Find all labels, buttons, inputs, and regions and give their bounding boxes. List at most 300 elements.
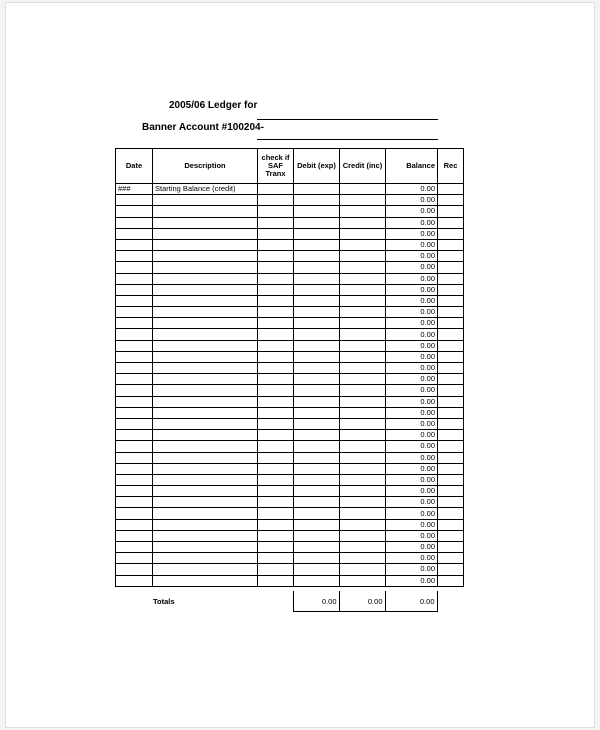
col-header-saf: check if SAF Tranx <box>258 149 294 184</box>
table-row <box>116 195 464 206</box>
row-date[interactable] <box>116 318 153 329</box>
row-date[interactable] <box>116 553 153 564</box>
row-description[interactable] <box>153 295 258 306</box>
row-date[interactable] <box>116 396 153 407</box>
row-credit[interactable] <box>340 217 386 228</box>
row-rec[interactable] <box>438 363 464 374</box>
row-credit[interactable] <box>340 363 386 374</box>
row-saf-check[interactable] <box>258 497 294 508</box>
row-balance: 0.00 <box>386 542 438 553</box>
row-saf-check[interactable] <box>258 262 294 273</box>
col-header-description: Description <box>153 149 258 184</box>
row-date[interactable] <box>116 486 153 497</box>
table-row <box>116 273 464 284</box>
totals-balance: 0.00 <box>385 591 437 612</box>
table-row <box>116 228 464 239</box>
row-credit[interactable] <box>340 463 386 474</box>
row-date[interactable] <box>116 497 153 508</box>
table-row <box>116 239 464 250</box>
row-date[interactable] <box>116 251 153 262</box>
row-date[interactable]: ### <box>116 184 153 195</box>
row-debit[interactable] <box>294 307 340 318</box>
row-balance: 0.00 <box>386 396 438 407</box>
row-saf-check[interactable] <box>258 251 294 262</box>
row-rec[interactable] <box>438 217 464 228</box>
row-date[interactable] <box>116 418 153 429</box>
row-description[interactable] <box>153 542 258 553</box>
row-description[interactable] <box>153 474 258 485</box>
row-rec[interactable] <box>438 553 464 564</box>
row-balance: 0.00 <box>386 307 438 318</box>
row-credit[interactable] <box>340 396 386 407</box>
row-description[interactable] <box>153 564 258 575</box>
row-debit[interactable] <box>294 351 340 362</box>
row-rec[interactable] <box>438 329 464 340</box>
row-rec[interactable] <box>438 307 464 318</box>
row-date[interactable] <box>116 474 153 485</box>
row-credit[interactable] <box>340 385 386 396</box>
row-balance: 0.00 <box>386 351 438 362</box>
row-description[interactable] <box>153 497 258 508</box>
table-row <box>116 262 464 273</box>
row-credit[interactable] <box>340 452 386 463</box>
row-credit[interactable] <box>340 284 386 295</box>
row-description[interactable] <box>153 195 258 206</box>
row-date[interactable] <box>116 575 153 586</box>
row-balance: 0.00 <box>386 564 438 575</box>
row-date[interactable] <box>116 463 153 474</box>
row-description[interactable] <box>153 251 258 262</box>
row-credit[interactable] <box>340 564 386 575</box>
row-debit[interactable] <box>294 284 340 295</box>
row-debit[interactable] <box>294 206 340 217</box>
col-header-credit: Credit (inc) <box>340 149 386 184</box>
row-balance: 0.00 <box>386 418 438 429</box>
account-label: Banner Account #100204- <box>142 122 264 133</box>
row-credit[interactable] <box>340 195 386 206</box>
row-balance: 0.00 <box>386 228 438 239</box>
row-debit[interactable] <box>294 374 340 385</box>
row-saf-check[interactable] <box>258 474 294 485</box>
table-row <box>116 329 464 340</box>
row-credit[interactable] <box>340 418 386 429</box>
row-rec[interactable] <box>438 564 464 575</box>
row-description[interactable] <box>153 318 258 329</box>
table-row <box>116 340 464 351</box>
row-debit[interactable] <box>294 553 340 564</box>
row-debit[interactable] <box>294 340 340 351</box>
row-debit[interactable] <box>294 497 340 508</box>
row-saf-check[interactable] <box>258 575 294 586</box>
row-description[interactable] <box>153 228 258 239</box>
row-balance: 0.00 <box>386 407 438 418</box>
row-description[interactable] <box>153 441 258 452</box>
row-credit[interactable] <box>340 441 386 452</box>
row-rec[interactable] <box>438 508 464 519</box>
totals-row-table <box>115 591 463 612</box>
table-row <box>116 564 464 575</box>
totals-label: Totals <box>153 596 175 606</box>
row-saf-check[interactable] <box>258 542 294 553</box>
row-date[interactable] <box>116 363 153 374</box>
row-debit[interactable] <box>294 363 340 374</box>
row-debit[interactable] <box>294 217 340 228</box>
row-date[interactable] <box>116 228 153 239</box>
row-description[interactable] <box>153 363 258 374</box>
row-rec[interactable] <box>438 530 464 541</box>
row-rec[interactable] <box>438 318 464 329</box>
row-balance: 0.00 <box>386 374 438 385</box>
row-description[interactable] <box>153 407 258 418</box>
table-row <box>116 284 464 295</box>
row-debit[interactable] <box>294 486 340 497</box>
row-saf-check[interactable] <box>258 530 294 541</box>
row-balance: 0.00 <box>386 340 438 351</box>
row-balance: 0.00 <box>386 463 438 474</box>
row-description[interactable] <box>153 508 258 519</box>
col-header-rec: Rec <box>438 149 464 184</box>
row-credit[interactable] <box>340 508 386 519</box>
row-saf-check[interactable] <box>258 418 294 429</box>
row-credit[interactable] <box>340 351 386 362</box>
row-credit[interactable] <box>340 430 386 441</box>
row-rec[interactable] <box>438 206 464 217</box>
row-rec[interactable] <box>438 228 464 239</box>
row-saf-check[interactable] <box>258 195 294 206</box>
row-credit[interactable] <box>340 295 386 306</box>
row-description[interactable] <box>153 206 258 217</box>
row-balance: 0.00 <box>386 184 438 195</box>
row-saf-check[interactable] <box>258 284 294 295</box>
row-debit[interactable] <box>294 262 340 273</box>
row-credit[interactable] <box>340 329 386 340</box>
row-credit[interactable] <box>340 273 386 284</box>
row-saf-check[interactable] <box>258 374 294 385</box>
table-row <box>116 307 464 318</box>
row-date[interactable] <box>116 351 153 362</box>
row-description[interactable] <box>153 418 258 429</box>
row-saf-check[interactable] <box>258 564 294 575</box>
row-rec[interactable] <box>438 273 464 284</box>
row-description[interactable] <box>153 530 258 541</box>
row-rec[interactable] <box>438 295 464 306</box>
row-saf-check[interactable] <box>258 318 294 329</box>
row-saf-check[interactable] <box>258 217 294 228</box>
row-debit[interactable] <box>294 228 340 239</box>
row-balance: 0.00 <box>386 284 438 295</box>
table-row <box>116 374 464 385</box>
row-description[interactable] <box>153 351 258 362</box>
row-rec[interactable] <box>438 351 464 362</box>
row-description[interactable] <box>153 340 258 351</box>
row-rec[interactable] <box>438 575 464 586</box>
row-rec[interactable] <box>438 239 464 250</box>
row-credit[interactable] <box>340 318 386 329</box>
row-balance: 0.00 <box>386 318 438 329</box>
row-credit[interactable] <box>340 497 386 508</box>
row-date[interactable] <box>116 195 153 206</box>
table-row <box>116 184 464 195</box>
row-debit[interactable] <box>294 407 340 418</box>
row-description[interactable] <box>153 486 258 497</box>
row-debit[interactable] <box>294 329 340 340</box>
row-credit[interactable] <box>340 239 386 250</box>
totals-rec-spacer <box>437 591 463 612</box>
row-balance: 0.00 <box>386 217 438 228</box>
row-credit[interactable] <box>340 542 386 553</box>
row-description[interactable] <box>153 396 258 407</box>
table-header-row <box>116 149 464 184</box>
row-date[interactable] <box>116 206 153 217</box>
row-description[interactable] <box>153 430 258 441</box>
row-description[interactable] <box>153 575 258 586</box>
row-debit[interactable] <box>294 251 340 262</box>
row-credit[interactable] <box>340 407 386 418</box>
row-credit[interactable] <box>340 262 386 273</box>
row-date[interactable] <box>116 273 153 284</box>
row-balance: 0.00 <box>386 508 438 519</box>
row-rec[interactable] <box>438 251 464 262</box>
col-header-debit: Debit (exp) <box>294 149 340 184</box>
row-balance: 0.00 <box>386 441 438 452</box>
row-debit[interactable] <box>294 184 340 195</box>
table-row <box>116 318 464 329</box>
row-saf-check[interactable] <box>258 553 294 564</box>
row-description[interactable] <box>153 262 258 273</box>
row-debit[interactable] <box>294 396 340 407</box>
totals-row <box>115 591 463 612</box>
table-row <box>116 519 464 530</box>
row-balance: 0.00 <box>386 519 438 530</box>
row-saf-check[interactable] <box>258 519 294 530</box>
row-rec[interactable] <box>438 519 464 530</box>
row-date[interactable] <box>116 307 153 318</box>
row-description[interactable] <box>153 239 258 250</box>
row-date[interactable] <box>116 262 153 273</box>
row-credit[interactable] <box>340 486 386 497</box>
table-row <box>116 251 464 262</box>
row-balance: 0.00 <box>386 273 438 284</box>
row-debit[interactable] <box>294 195 340 206</box>
row-saf-check[interactable] <box>258 351 294 362</box>
row-credit[interactable] <box>340 474 386 485</box>
col-header-balance: Balance <box>386 149 438 184</box>
row-date[interactable] <box>116 452 153 463</box>
row-date[interactable] <box>116 217 153 228</box>
row-date[interactable] <box>116 329 153 340</box>
row-balance: 0.00 <box>386 385 438 396</box>
row-description[interactable] <box>153 329 258 340</box>
row-rec[interactable] <box>438 418 464 429</box>
row-debit[interactable] <box>294 530 340 541</box>
row-description[interactable] <box>153 385 258 396</box>
title-underline-2 <box>257 139 438 140</box>
row-debit[interactable] <box>294 564 340 575</box>
row-credit[interactable] <box>340 553 386 564</box>
row-saf-check[interactable] <box>258 385 294 396</box>
row-debit[interactable] <box>294 542 340 553</box>
row-debit[interactable] <box>294 508 340 519</box>
row-balance: 0.00 <box>386 430 438 441</box>
table-row <box>116 217 464 228</box>
row-date[interactable] <box>116 284 153 295</box>
row-saf-check[interactable] <box>258 452 294 463</box>
totals-credit: 0.00 <box>339 591 385 612</box>
row-saf-check[interactable] <box>258 486 294 497</box>
row-balance: 0.00 <box>386 262 438 273</box>
row-saf-check[interactable] <box>258 407 294 418</box>
row-credit[interactable] <box>340 530 386 541</box>
row-balance: 0.00 <box>386 195 438 206</box>
row-debit[interactable] <box>294 385 340 396</box>
row-description[interactable] <box>153 519 258 530</box>
table-row <box>116 441 464 452</box>
row-rec[interactable] <box>438 474 464 485</box>
row-saf-check[interactable] <box>258 340 294 351</box>
row-saf-check[interactable] <box>258 273 294 284</box>
row-debit[interactable] <box>294 474 340 485</box>
row-balance: 0.00 <box>386 452 438 463</box>
row-balance: 0.00 <box>386 251 438 262</box>
row-rec[interactable] <box>438 374 464 385</box>
row-saf-check[interactable] <box>258 307 294 318</box>
totals-saf-spacer <box>257 591 293 612</box>
row-balance: 0.00 <box>386 474 438 485</box>
row-rec[interactable] <box>438 184 464 195</box>
row-debit[interactable] <box>294 318 340 329</box>
row-credit[interactable] <box>340 206 386 217</box>
row-rec[interactable] <box>438 441 464 452</box>
row-balance: 0.00 <box>386 497 438 508</box>
row-description[interactable] <box>153 217 258 228</box>
row-rec[interactable] <box>438 407 464 418</box>
row-saf-check[interactable] <box>258 228 294 239</box>
row-debit[interactable] <box>294 430 340 441</box>
row-credit[interactable] <box>340 519 386 530</box>
row-credit[interactable] <box>340 184 386 195</box>
row-description[interactable] <box>153 463 258 474</box>
row-date[interactable] <box>116 530 153 541</box>
row-balance: 0.00 <box>386 575 438 586</box>
row-saf-check[interactable] <box>258 239 294 250</box>
col-header-date: Date <box>116 149 153 184</box>
row-date[interactable] <box>116 430 153 441</box>
row-rec[interactable] <box>438 340 464 351</box>
table-row <box>116 474 464 485</box>
row-balance: 0.00 <box>386 329 438 340</box>
row-rec[interactable] <box>438 486 464 497</box>
row-date[interactable] <box>116 542 153 553</box>
row-description[interactable] <box>153 284 258 295</box>
row-debit[interactable] <box>294 519 340 530</box>
row-date[interactable] <box>116 374 153 385</box>
table-row <box>116 542 464 553</box>
row-balance: 0.00 <box>386 553 438 564</box>
table-row <box>116 452 464 463</box>
row-saf-check[interactable] <box>258 441 294 452</box>
row-date[interactable] <box>116 239 153 250</box>
table-row <box>116 206 464 217</box>
row-description[interactable] <box>153 374 258 385</box>
row-saf-check[interactable] <box>258 295 294 306</box>
row-debit[interactable] <box>294 463 340 474</box>
row-credit[interactable] <box>340 307 386 318</box>
row-balance: 0.00 <box>386 239 438 250</box>
table-row <box>116 363 464 374</box>
table-row <box>116 553 464 564</box>
row-debit[interactable] <box>294 441 340 452</box>
row-credit[interactable] <box>340 374 386 385</box>
row-description[interactable]: Starting Balance (credit) <box>153 184 258 195</box>
row-debit[interactable] <box>294 295 340 306</box>
row-balance: 0.00 <box>386 363 438 374</box>
row-date[interactable] <box>116 508 153 519</box>
table-row <box>116 463 464 474</box>
row-saf-check[interactable] <box>258 396 294 407</box>
row-credit[interactable] <box>340 575 386 586</box>
row-description[interactable] <box>153 553 258 564</box>
table-row <box>116 497 464 508</box>
row-saf-check[interactable] <box>258 184 294 195</box>
row-rec[interactable] <box>438 262 464 273</box>
row-description[interactable] <box>153 307 258 318</box>
table-row <box>116 295 464 306</box>
row-description[interactable] <box>153 452 258 463</box>
row-credit[interactable] <box>340 251 386 262</box>
table-row <box>116 351 464 362</box>
row-date[interactable] <box>116 407 153 418</box>
row-date[interactable] <box>116 564 153 575</box>
row-rec[interactable] <box>438 463 464 474</box>
row-saf-check[interactable] <box>258 363 294 374</box>
table-row <box>116 575 464 586</box>
table-row <box>116 430 464 441</box>
row-rec[interactable] <box>438 430 464 441</box>
row-rec[interactable] <box>438 542 464 553</box>
row-rec[interactable] <box>438 396 464 407</box>
row-debit[interactable] <box>294 452 340 463</box>
row-date[interactable] <box>116 519 153 530</box>
row-saf-check[interactable] <box>258 430 294 441</box>
row-date[interactable] <box>116 295 153 306</box>
row-balance: 0.00 <box>386 486 438 497</box>
row-debit[interactable] <box>294 273 340 284</box>
row-debit[interactable] <box>294 418 340 429</box>
table-row <box>116 418 464 429</box>
row-balance: 0.00 <box>386 530 438 541</box>
row-credit[interactable] <box>340 340 386 351</box>
table-row <box>116 396 464 407</box>
row-description[interactable] <box>153 273 258 284</box>
table-row <box>116 508 464 519</box>
row-date[interactable] <box>116 441 153 452</box>
row-rec[interactable] <box>438 284 464 295</box>
row-saf-check[interactable] <box>258 508 294 519</box>
row-saf-check[interactable] <box>258 329 294 340</box>
row-saf-check[interactable] <box>258 206 294 217</box>
row-rec[interactable] <box>438 497 464 508</box>
row-rec[interactable] <box>438 385 464 396</box>
row-debit[interactable] <box>294 575 340 586</box>
table-row <box>116 385 464 396</box>
row-credit[interactable] <box>340 228 386 239</box>
row-debit[interactable] <box>294 239 340 250</box>
row-rec[interactable] <box>438 195 464 206</box>
row-saf-check[interactable] <box>258 463 294 474</box>
row-date[interactable] <box>116 340 153 351</box>
row-rec[interactable] <box>438 452 464 463</box>
row-date[interactable] <box>116 385 153 396</box>
